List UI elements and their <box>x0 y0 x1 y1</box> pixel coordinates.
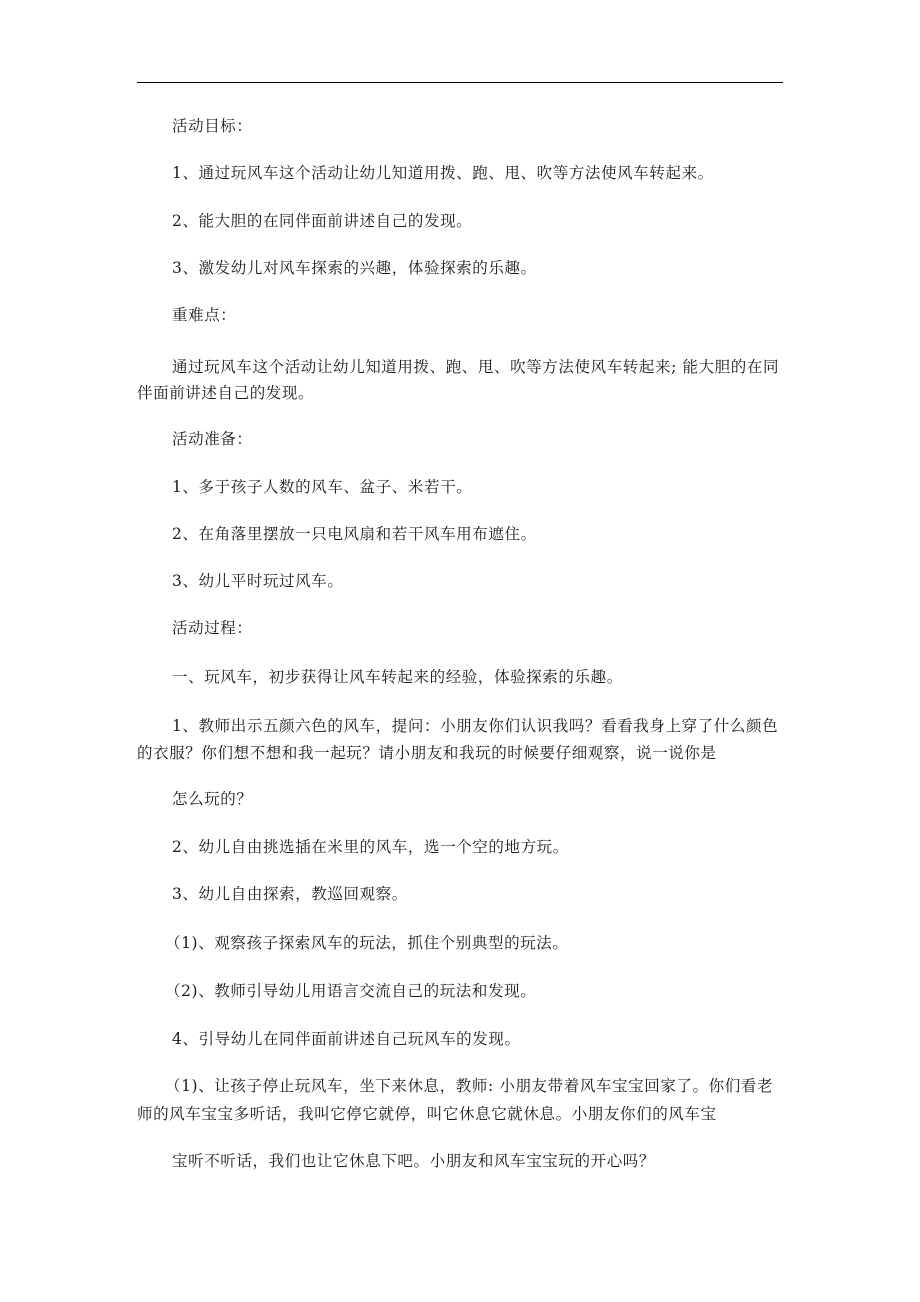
step-1-line-1: 1、教师出示五颜六色的风车，提问：小朋友你们认识我吗？看看我身上穿了什么颜色 <box>172 717 779 735</box>
step-4: 4、引导幼儿在同伴面前讲述自己玩风车的发现。 <box>172 1030 521 1048</box>
step-4-sub-1-line-3: 宝听不听话，我们也让它休息下吧。小朋友和风车宝宝玩的开心吗？ <box>172 1152 656 1170</box>
step-1-line-3: 怎么玩的？ <box>172 790 253 808</box>
heading-prep: 活动准备： <box>172 430 253 448</box>
part-1: 一、玩风车，初步获得让风车转起来的经验，体验探索的乐趣。 <box>172 668 623 686</box>
prep-3: 3、幼儿平时玩过风车。 <box>172 572 344 590</box>
heading-keypoints: 重难点： <box>172 306 237 324</box>
step-2: 2、幼儿自由挑选插在米里的风车，选一个空的地方玩。 <box>172 838 569 856</box>
step-3-sub-2: （2)、教师引导幼儿用语言交流自己的玩法和发现。 <box>165 982 537 1000</box>
goal-2: 2、能大胆的在同伴面前讲述自己的发现。 <box>172 212 473 230</box>
step-1-line-2: 的衣服？你们想不想和我一起玩？请小朋友和我玩的时候要仔细观察，说一说你是 <box>137 744 717 762</box>
step-3: 3、幼儿自由探索，教巡回观察。 <box>172 885 408 903</box>
step-4-sub-1-line-1: （1)、让孩子停止玩风车，坐下来休息，教师: 小朋友带着风车宝宝回家了。你们看老 <box>165 1077 774 1095</box>
step-3-sub-1: （1)、观察孩子探索风车的玩法，抓住个别典型的玩法。 <box>165 934 569 952</box>
goal-3: 3、激发幼儿对风车探索的兴趣，体验探索的乐趣。 <box>172 259 537 277</box>
step-4-sub-1-line-2: 师的风车宝宝多听话，我叫它停它就停，叫它休息它就休息。小朋友你们的风车宝 <box>137 1105 717 1123</box>
prep-2: 2、在角落里摆放一只电风扇和若干风车用布遮住。 <box>172 525 537 543</box>
keypoints-line-2: 伴面前讲述自己的发现。 <box>137 384 315 402</box>
heading-goals: 活动目标： <box>172 117 253 135</box>
goal-1: 1、通过玩风车这个活动让幼儿知道用拨、跑、甩、吹等方法使风车转起来。 <box>172 164 714 182</box>
prep-1: 1、多于孩子人数的风车、盆子、米若干。 <box>172 478 473 496</box>
keypoints-line-1: 通过玩风车这个活动让幼儿知道用拨、跑、甩、吹等方法使风车转起来; 能大胆的在同 <box>172 358 780 376</box>
header-rule <box>137 82 783 83</box>
heading-process: 活动过程： <box>172 619 253 637</box>
